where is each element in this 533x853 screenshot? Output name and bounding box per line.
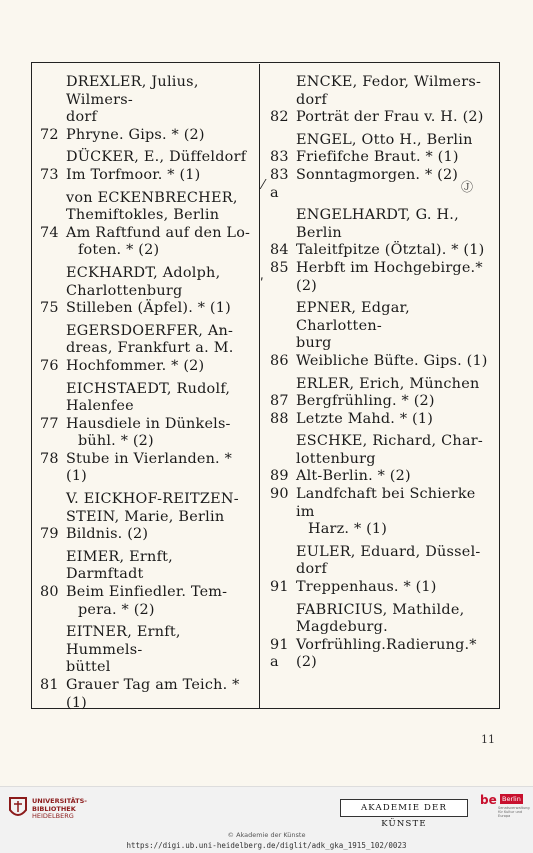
artist-name: ENCKE, Fedor, Wilmers- [296, 74, 482, 90]
catalog-number: 83 [270, 149, 289, 166]
artist-name: Magdeburg. [296, 619, 388, 636]
artist-name: EICHSTAEDT, Rudolf, [66, 380, 231, 397]
catalog-number: 89 [270, 468, 289, 485]
artist-name: Berlin [296, 224, 342, 241]
page-number: 11 [481, 733, 495, 746]
artist-name: STEIN, Marie, Berlin [66, 508, 225, 525]
catalog-entry [270, 260, 492, 295]
artist-name: dorf [296, 561, 328, 578]
catalog-entry [40, 167, 255, 185]
catalog-number: 82 [270, 109, 289, 126]
work-title [296, 486, 492, 539]
artist-name: dorf [66, 109, 98, 126]
catalog-entry [40, 526, 255, 544]
work-title [66, 584, 255, 619]
work-title [296, 637, 492, 672]
artist-name: ECKHARDT, Adolph, [66, 264, 221, 281]
catalog-entry [270, 167, 492, 202]
artist-name: ENGELHARDT, G. H., [296, 207, 459, 224]
university-seal-icon [8, 796, 28, 820]
work-title-line: Taleitfpitze (Ötztal). * (1) [296, 242, 485, 259]
catalog-entry [270, 109, 492, 127]
work-title [66, 451, 255, 486]
catalog-entry [40, 225, 255, 260]
work-title-line: Phryne. Gips. * (2) [66, 126, 205, 143]
be-berlin-logo[interactable] [480, 793, 530, 823]
work-title-line: Herbft im Hochgebirge.*(2) [296, 259, 483, 294]
catalog-entry [40, 677, 255, 712]
catalog-entry [270, 468, 492, 486]
catalog-entry [40, 300, 255, 318]
catalog-entry [270, 149, 492, 167]
artist-name: ERLER, Erich, München [296, 375, 480, 392]
work-title-line: Porträt der Frau v. H. (2) [296, 109, 484, 126]
work-title-line: Bildnis. (2) [66, 526, 149, 543]
work-title [296, 468, 492, 486]
right-column [270, 66, 492, 672]
artist-name: FABRICIUS, Mathilde, [296, 601, 465, 618]
catalog-entry [40, 451, 255, 486]
work-title [296, 393, 492, 411]
work-title [296, 149, 492, 167]
circled-j-mark-icon: Ⓙ [461, 180, 474, 194]
catalog-number: 80 [40, 584, 59, 601]
work-title [66, 167, 255, 185]
artist-name: büttel [66, 659, 111, 676]
catalog-number: 79 [40, 526, 59, 543]
artist-name: von ECKENBRECHER, [66, 189, 238, 206]
library-line: BIBLIOTHEK [32, 804, 76, 813]
artist-name: dorf [296, 91, 328, 108]
work-title-line: Im Torfmoor. * (1) [66, 166, 201, 183]
catalog-entry [40, 127, 255, 145]
work-title [296, 411, 492, 429]
work-title-line: Treppenhaus. * (1) [296, 579, 437, 596]
artist-name: EPNER, Edgar, Charlotten- [296, 300, 410, 334]
work-title [66, 416, 255, 451]
catalog-number: 91 a [270, 636, 289, 671]
work-title-line: Beim Einfiedler. Tem- [66, 584, 228, 601]
work-title-line: Landfchaft bei Schierke im [296, 486, 476, 520]
work-title-line: Stilleben (Äpfel). * (1) [66, 300, 231, 317]
catalog-entry [40, 584, 255, 619]
artist-name: burg [296, 335, 332, 352]
catalog-entry [270, 393, 492, 411]
work-title-line: foten. * (2) [78, 242, 160, 259]
work-title [66, 300, 255, 318]
work-title [296, 242, 492, 260]
artist-name: EIMER, Ernft, Darmftadt [66, 548, 173, 583]
catalog-number: 83 a [270, 166, 289, 201]
work-title-line: Hausdiele in Dünkels- [66, 415, 231, 432]
column-divider [259, 64, 260, 708]
artist-name: lottenburg [296, 450, 376, 467]
work-title [296, 353, 492, 371]
copyright-notice: © Akademie der Künste [227, 831, 306, 839]
artist-name: EULER, Eduard, Düssel- [296, 543, 481, 560]
catalog-number: 77 [40, 415, 59, 432]
artist-name: V. EICKHOF-REITZEN- [66, 491, 239, 508]
catalog-number: 75 [40, 300, 59, 317]
catalog-entry [270, 637, 492, 672]
university-library-label[interactable] [32, 798, 87, 821]
artist-name: ESCHKE, Richard, Char- [296, 433, 484, 450]
work-title-line: Stube in Vierlanden. * (1) [66, 450, 232, 485]
catalog-number: 76 [40, 357, 59, 374]
work-title [296, 579, 492, 597]
catalog-number: 90 [270, 486, 289, 503]
akademie-der-kuenste-logo[interactable]: AKADEMIE DER KÜNSTE [340, 799, 468, 817]
artist-name: DREXLER, Julius, Wilmers- [66, 74, 199, 108]
work-title-line: Letzte Mahd. * (1) [296, 410, 434, 427]
catalog-entry [270, 486, 492, 539]
work-title [66, 358, 255, 376]
work-title-line: Grauer Tag am Teich. * (1) [66, 677, 240, 711]
catalog-entry [270, 579, 492, 597]
work-title-line: Friefifche Braut. * (1) [296, 149, 459, 166]
work-title-line: Am Raftfund auf den Lo- [66, 224, 251, 241]
catalog-entry [270, 242, 492, 260]
work-title [296, 109, 492, 127]
catalog-entry [40, 358, 255, 376]
artist-name: Halenfee [66, 398, 134, 415]
catalog-number: 81 [40, 677, 59, 693]
artist-name: DÜCKER, E., Düffeldorf [66, 149, 247, 166]
viewer-footer [0, 786, 533, 853]
catalog-number: 87 [270, 393, 289, 410]
university-line: UNIVERSITÄTS- [32, 797, 87, 805]
catalog-number: 84 [270, 242, 289, 259]
work-title [66, 127, 255, 145]
catalog-entry [270, 411, 492, 429]
work-title-line: pera. * (2) [78, 601, 155, 618]
catalog-number: 85 [270, 259, 289, 276]
berlin-label: Berlin [502, 795, 521, 803]
work-title-line: Alt-Berlin. * (2) [296, 468, 411, 485]
pencil-mark-icon: ⁄ [262, 178, 265, 193]
senate-label: Senatsverwaltung für Kultur und Europa [498, 806, 530, 818]
work-title-line: Bergfrühling. * (2) [296, 393, 435, 410]
work-title-line: Harz. * (1) [308, 521, 388, 538]
catalog-entry [40, 416, 255, 451]
catalog-number: 73 [40, 166, 59, 183]
artist-name: EGERSDOERFER, An- [66, 322, 234, 339]
be-mark: be [480, 793, 497, 807]
left-column [40, 66, 255, 712]
artist-name: dreas, Frankfurt a. M. [66, 340, 234, 357]
artist-name: Themiftokles, Berlin [66, 207, 220, 224]
catalog-entry [270, 353, 492, 371]
artist-name: Charlottenburg [66, 282, 183, 299]
work-title-line: Sonntagmorgen. * (2) [296, 166, 459, 183]
work-title-line: bühl. * (2) [78, 433, 154, 450]
artist-name: ENGEL, Otto H., Berlin [296, 131, 473, 148]
work-title-line: Weibliche Büfte. Gips. (1) [296, 352, 488, 369]
catalog-number: 72 [40, 126, 59, 143]
work-title-line: Hochfommer. * (2) [66, 357, 205, 374]
pencil-tick-icon: ʹ [260, 277, 264, 292]
catalog-number: 86 [270, 352, 289, 369]
catalog-number: 78 [40, 450, 59, 467]
work-title [66, 677, 255, 712]
work-title [66, 526, 255, 544]
work-title [66, 225, 255, 260]
work-title [296, 260, 492, 295]
catalog-number: 91 [270, 579, 289, 596]
catalog-number: 74 [40, 224, 59, 241]
artist-name: EITNER, Ernft, Hummels- [66, 624, 181, 658]
permalink-url[interactable]: https://digi.ub.uni-heidelberg.de/diglit/adk_gka_1915_102/0023 [126, 841, 407, 850]
work-title-line: Vorfrühling.Radierung.*(2) [296, 636, 477, 671]
catalog-number: 88 [270, 410, 289, 427]
city-line: HEIDELBERG [32, 812, 74, 820]
